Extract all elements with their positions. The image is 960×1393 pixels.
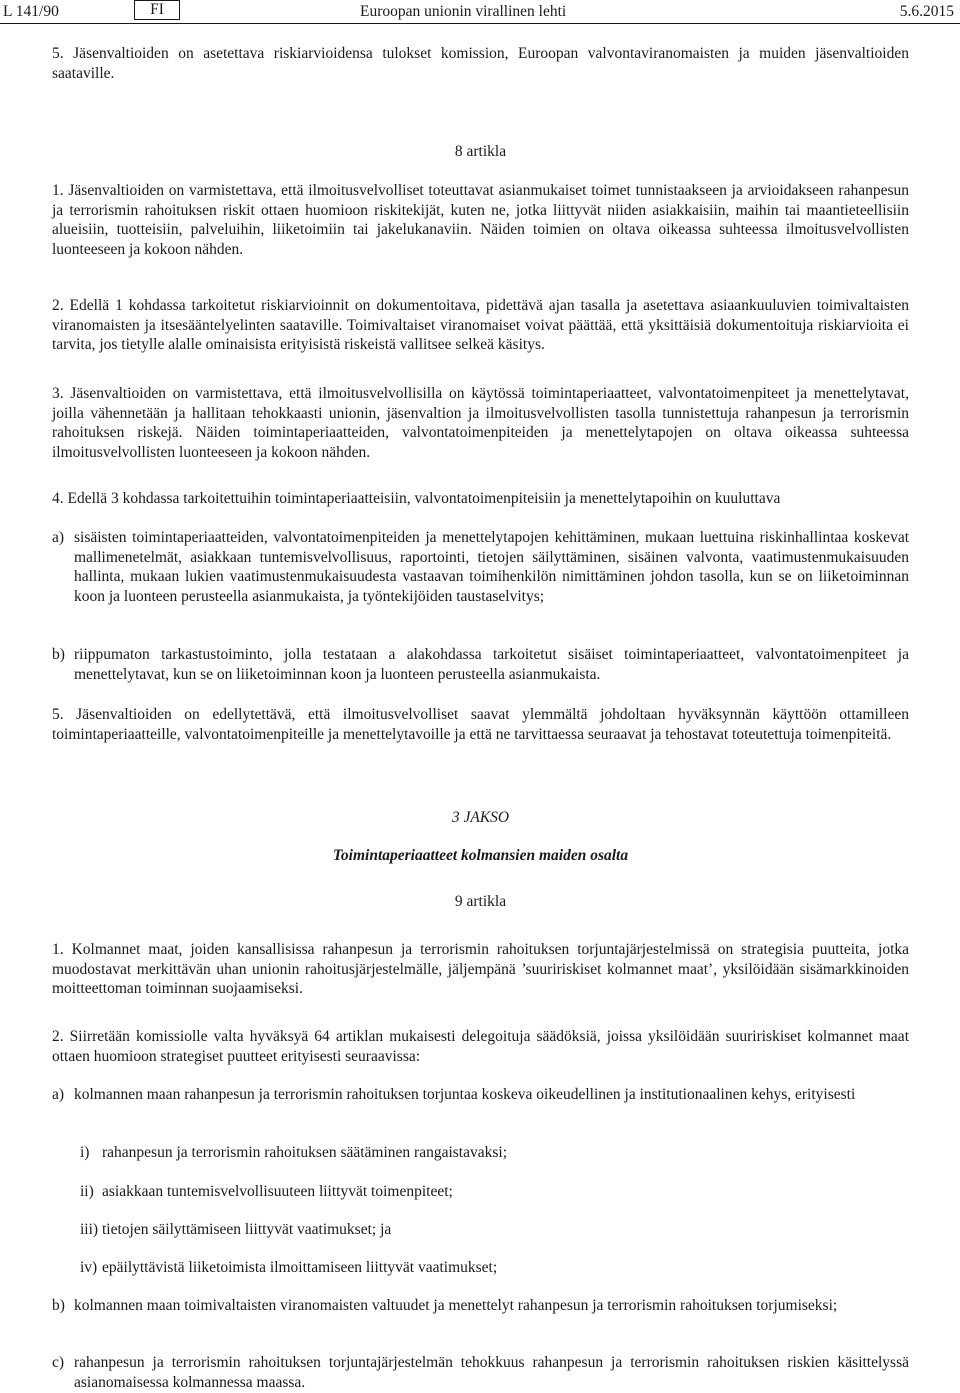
language-badge: FI	[134, 0, 180, 20]
art9-paragraph-2: 2. Siirretään komissiolle valta hyväksyä 64 artiklan mukaisesti delegoituja säädöksiä, joissa yksilöidään suuririskiset kolmannet maat ottaen huomioon strategiset puutteet erityisesti seuraavissa:	[52, 1028, 909, 1065]
sub-label: iv)	[80, 1259, 98, 1276]
sub-label: iii)	[80, 1221, 99, 1238]
art8-item-b	[52, 645, 909, 684]
journal-header	[0, 0, 960, 22]
header-divider	[0, 23, 960, 24]
art9-subitem-i	[80, 1143, 910, 1163]
paragraph-5-prev: 5. Jäsenvaltioiden on asetettava riskiarvioidensa tulokset komission, Euroopan valvontaviranomaisten ja muiden jäsenvaltioiden saataville.	[52, 45, 909, 82]
sub-text: epäilyttävistä liiketoimista ilmoittamiseen liittyvät vaatimukset;	[102, 1259, 498, 1276]
list-label: c)	[52, 1354, 65, 1371]
sub-text: asiakkaan tuntemisvelvollisuuteen liittyvät toimenpiteet;	[102, 1183, 453, 1200]
sub-label: i)	[80, 1144, 90, 1161]
art9-item-b	[52, 1296, 909, 1316]
sub-text: rahanpesun ja terrorismin rahoituksen säätäminen rangaistavaksi;	[102, 1144, 508, 1161]
list-text: kolmannen maan toimivaltaisten viranomaisten valtuudet ja menettelyt rahanpesun ja terrorismin rahoituksen torjumiseksi;	[74, 1297, 838, 1314]
art8-paragraph-3: 3. Jäsenvaltioiden on varmistettava, että ilmoitusvelvollisilla on käytössä toimintaperiaatteet, valvontatoimenpiteet ja menettelytavat, joilla vähennetään ja hallitaan tehokkaasti unionin, jäsenvaltion ja ilmoitusvelvollisten tasolla tunnistettuja rahanpesun ja terrorismin rahoituksen riskejä. Näiden toimintaperiaatteiden, valvontatoimenpiteiden ja menettelytapojen on oltava oikeassa suhteessa ilmoitusvelvollisten luonteeseen ja kokoon nähden.	[52, 385, 909, 461]
section-title: Toimintaperiaatteet kolmansien maiden osalta	[332, 847, 629, 864]
list-text: sisäisten toimintaperiaatteiden, valvontatoimenpiteiden ja menettelytapojen kehittäminen, mukaan luettuina riskinhallintaa koskevat mallimenetelmät, asiakkaan tuntemisvelvollisuus, raportointi, tietojen säilyttäminen, sisäinen valvonta, vaatimustenmukaisuuden hallinta, mukaan lukien vaatimustenmukaisuudesta vastaavan toimihenkilön nimittäminen johdon tasolla, kun se on liiketoiminnan koon ja luonteen perusteella asianmukaista, ja työntekijöiden taustaselvitys;	[74, 529, 909, 605]
sub-label: ii)	[80, 1183, 94, 1200]
section-label: 3 JAKSO	[451, 809, 510, 826]
art8-paragraph-5: 5. Jäsenvaltioiden on edellytettävä, että ilmoitusvelvolliset saavat ylemmältä johdoltaan hyväksynnän käyttöön ottamilleen toimintaperiaatteille, valvontatoimenpiteille ja menettelytavoille ja että ne tarvittaessa seuraavat ja tehostavat toteutettuja toimenpiteitä.	[52, 706, 909, 743]
art8-paragraph-2: 2. Edellä 1 kohdassa tarkoitetut riskiarvioinnit on dokumentoitava, pidettävä ajan tasalla ja asetettava asiaankuuluvien toimivaltaisten viranomaisten ja itsesääntelyelinten saataville. Toimivaltaiset viranomaiset voivat päättää, että yksittäisiä dokumentoituja riskiarvioita ei tarvita, jos tietylle alalle ominaisista erityisistä riskeistä vallitsee selkeä käsitys.	[52, 297, 909, 353]
list-text: kolmannen maan rahanpesun ja terrorismin rahoituksen torjuntaa koskeva oikeudellinen ja institutionaalinen kehys, erityisesti	[74, 1086, 856, 1103]
publication-date: 5.6.2015	[899, 3, 954, 20]
art8-item-a	[52, 528, 909, 606]
art9-subitem-iii	[80, 1220, 910, 1240]
sub-text: tietojen säilyttämiseen liittyvät vaatimukset; ja	[102, 1221, 392, 1238]
list-label: b)	[52, 646, 65, 663]
list-label: a)	[52, 1086, 65, 1103]
list-text: rahanpesun ja terrorismin rahoituksen torjuntajärjestelmän tehokkuus rahanpesun ja terrorismin rahoituksen riskien käsittelyssä asianomaisessa kolmannessa maassa.	[74, 1354, 909, 1391]
list-text: riippumaton tarkastustoiminto, jolla testataan a alakohdassa tarkoitetut sisäiset toimintaperiaatteet, valvontatoimenpiteet ja menettelytavat, kun se on liiketoiminnan koon ja luonteen perusteella asianmukaista.	[74, 646, 909, 683]
article-9-heading: 9 artikla	[454, 893, 507, 910]
art8-paragraph-1: 1. Jäsenvaltioiden on varmistettava, että ilmoitusvelvolliset toteuttavat asianmukaiset toimet tunnistaakseen ja arvioidakseen rahanpesun ja terrorismin rahoituksen riskit ottaen huomioon riskitekijät, kuten ne, jotka liittyvät niiden asiakkaisiin, maihin tai maantieteellisiin alueisiin, tuotteisiin, palveluihin, liiketoimiin tai jakelukanaviin. Näiden toimien on oltava oikeassa suhteessa ilmoitusvelvollisten luonteeseen ja kokoon nähden.	[52, 182, 909, 258]
art9-item-a	[52, 1085, 909, 1105]
page-reference: L 141/90	[3, 3, 59, 20]
list-label: b)	[52, 1297, 65, 1314]
art9-item-c	[52, 1353, 909, 1392]
art9-subitem-ii	[80, 1182, 910, 1202]
list-label: a)	[52, 529, 65, 546]
journal-title: Euroopan unionin virallinen lehti	[360, 3, 567, 20]
article-8-heading: 8 artikla	[454, 143, 507, 160]
art9-paragraph-1: 1. Kolmannet maat, joiden kansallisissa rahanpesun ja terrorismin rahoituksen torjuntajärjestelmissä on strategisia puutteita, jotka muodostavat merkittävän uhan unionin rahoitusjärjestelmälle, jäljempänä ’suuririskiset kolmannet maat’, yksilöidään sisämarkkinoiden moitteettoman toiminnan suojaamiseksi.	[52, 941, 909, 997]
art8-paragraph-4: 4. Edellä 3 kohdassa tarkoitettuihin toimintaperiaatteisiin, valvontatoimenpiteisiin ja menettelytapoihin on kuuluttava	[52, 490, 781, 507]
art9-subitem-iv	[80, 1258, 910, 1278]
